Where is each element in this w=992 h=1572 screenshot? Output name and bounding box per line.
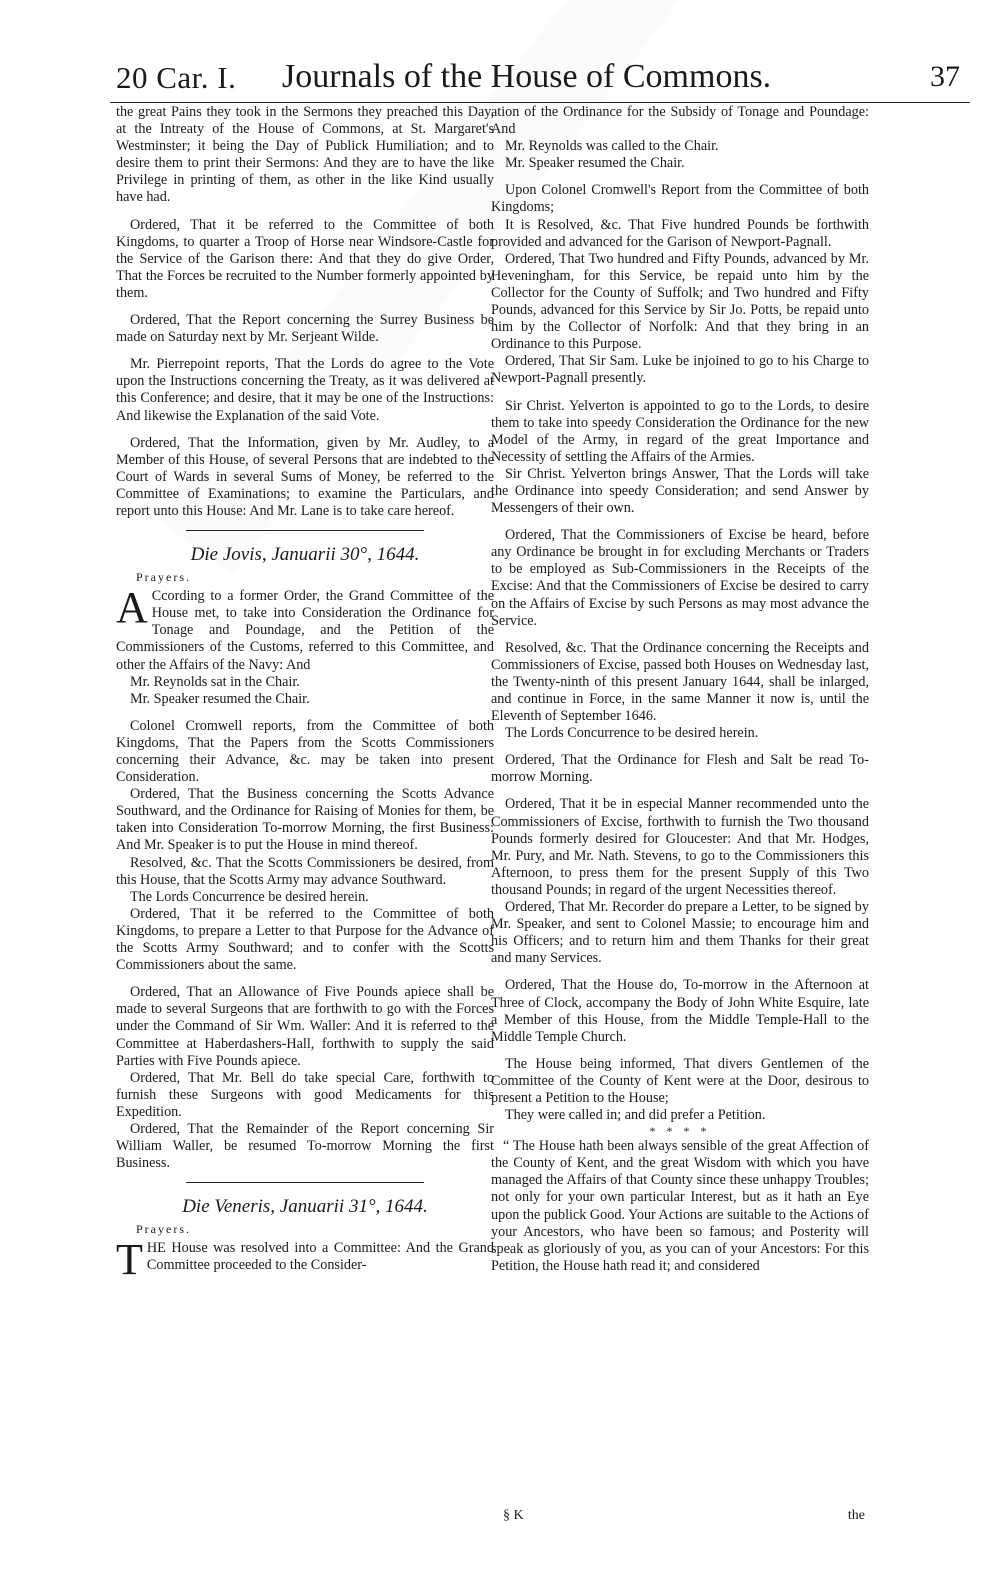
paragraph: It is Resolved, &c. That Five hundred Pounds be forthwith provided and advanced for the Garison of Newport-Pagnall. xyxy=(491,216,869,250)
paragraph: Ordered, That an Allowance of Five Pounds apiece shall be made to several Surgeons that are forthwith to go with the Forces under the Command of Sir Wm. Waller: And it is referred to the Committee at Haberdashers-Hall, forthwith to supply the said Parties with Five Pounds apiece. xyxy=(116,984,494,1069)
paragraph: THE House was resolved into a Committee: And the Grand Committee proceeded to the Consider- xyxy=(116,1235,494,1285)
paragraph: A Ccording to a former Order, the Grand Committee of the House met, to take into Consideration the Ordinance for Tonage and Poundage, and the Petition of the Commissioners of the Customs, referred to this Committee, and other the Affairs of the Navy: And xyxy=(116,583,494,673)
asterisks: * * * * xyxy=(649,1124,711,1139)
paragraph: The House being informed, That divers Gentlemen of the Committee of the County of Kent were at the Door, desirous to present a Petition to the House; xyxy=(491,1055,869,1106)
section-divider xyxy=(186,1182,424,1183)
prayers-heading: Prayers. xyxy=(136,570,191,585)
paragraph: Ordered, That the House do, To-morrow in the Afternoon at Three of Clock, accompany the Body of John White Esquire, late a Member of this House, from the Middle Temple-Hall to the Middle Temple Church. xyxy=(491,977,869,1045)
paragraph: Ordered, That Mr. Bell do take special Care, forthwith to furnish these Surgeons with good Medicaments for this Expedition. xyxy=(116,1069,494,1120)
journal-title: Journals of the House of Commons. xyxy=(282,58,772,95)
drop-cap: A xyxy=(116,583,148,633)
paragraph: Ordered, That it be referred to the Committee of both Kingdoms, to quarter a Troop of Horse near Windsore-Castle for the Service of the Garison there: And that they do give Order, That the Forces be recruited to the Number formerly appointed by them. xyxy=(116,216,494,301)
dateline: Die Veneris, Januarii 31°, 1644. xyxy=(182,1196,428,1218)
paragraph: Ordered, That the Remainder of the Report concerning Sir William Waller, be resumed To-morrow Morning the first Business. xyxy=(116,1120,494,1172)
paragraph: The Lords Concurrence be desired herein. xyxy=(130,888,369,905)
paragraph: Ordered, That the Commissioners of Excise be heard, before any Ordinance be brought in for excluding Merchants or Traders to be employed as Sub-Commissioners in the Receipts of the Excise: And that the Commissioners of Excise be desired to carry on the Affairs of Excise by such Persons as may most advance the Service. xyxy=(491,527,869,629)
paragraph: Ordered, That it be in especial Manner recommended unto the Commissioners of Excise, forthwith to furnish the Two thousand Pounds formerly desired for Gloucester: And that Mr. Hodges, Mr. Pury, and Mr. Nath. Stevens, to go to the Commissioners this Afternoon, to press them for the present Supply of this Two thousand Pounds; in regard of the urgent Necessities thereof. xyxy=(491,796,869,898)
paragraph: Ordered, That the Business concerning the Scotts Advance Southward, and the Ordinance for Raising of Monies for them, be taken into Consideration To-morrow Morning, the first Business: And Mr. Speaker is to put the House in mind thereof. xyxy=(116,786,494,854)
paragraph: Ordered, That Sir Sam. Luke be injoined to go to his Charge to Newport-Pagnall presently. xyxy=(491,353,869,387)
running-header xyxy=(110,58,970,103)
paragraph: Ordered, That the Ordinance for Flesh and Salt be read To-morrow Morning. xyxy=(491,752,869,786)
page-number: 37 xyxy=(930,60,960,93)
section-divider xyxy=(186,530,424,531)
paragraph: Upon Colonel Cromwell's Report from the Committee of both Kingdoms; xyxy=(491,182,869,216)
paragraph: Resolved, &c. That the Ordinance concerning the Receipts and Commissioners of Excise, passed both Houses on Wednesday last, the Twenty-ninth of this present January 1644, shall be inlarged, and continue in Force, in the same Manner it now is, until the Eleventh of September 1646. xyxy=(491,639,869,725)
page-footer xyxy=(491,1508,869,1528)
chair-note: Mr. Reynolds sat in the Chair. xyxy=(130,673,300,690)
signature-mark: § K xyxy=(503,1508,524,1523)
catchword: the xyxy=(847,1508,865,1523)
paragraph: Ordered, That it be referred to the Committee of both Kingdoms, to prepare a Letter to that Purpose for the Advance of the Scotts Army Southward; and to confer with the Scotts Commissioners about the same. xyxy=(116,905,494,974)
regnal-year: 20 Car. I. xyxy=(116,60,237,95)
chair-note: Mr. Speaker resumed the Chair. xyxy=(130,690,310,707)
paragraph: Sir Christ. Yelverton is appointed to go to the Lords, to desire them to take into speedy Consideration the Ordinance for the new Model of the Army, in regard of the great Importance and Necessity of settling the Affairs of the Armies. xyxy=(491,397,869,465)
left-column xyxy=(116,104,494,1285)
paragraph: Ordered, That Mr. Recorder do prepare a Letter, to be signed by Mr. Speaker, and sent to Colonel Massie; to encourage him and his Officers; and to return him and them Thanks for their great and many Services. xyxy=(491,899,869,967)
paragraph: the great Pains they took in the Sermons they preached this Day, at the Intreaty of the House of Commons, at St. Margaret's Westminster; it being the Day of Publick Humiliation; and to desire them to print their Sermons: And they are to have the like Privilege in printing of them, as other in the like Kind usually have had. xyxy=(116,104,494,206)
quoted-speech: “ The House hath been always sensible of the great Affection of the County of Kent, and the great Wisdom with which you have managed the Affairs of that County since these unhappy Troubles; not only for your own particular Interest, but as it hath an Eye upon the publick Good. Your Actions are suitable to the Actions of your Ancestors, who have been so famous; and Posterity will speak as gloriously of you, as you can of your Ancestors: For this Petition, the House hath read it; and considered xyxy=(491,1138,869,1274)
paragraph: Resolved, &c. That the Scotts Commissioners be desired, from this House, that the Scotts Army may advance Southward. xyxy=(116,854,494,888)
paragraph: Sir Christ. Yelverton brings Answer, That the Lords will take the Ordinance into speedy Consideration; and send Answer by Messengers of their own. xyxy=(491,465,869,517)
dateline: Die Jovis, Januarii 30°, 1644. xyxy=(190,544,420,566)
paragraph: Mr. Pierrepoint reports, That the Lords do agree to the Vote upon the Instructions concerning the Treaty, as it was delivered at this Conference; and desire, that it may be one of the Instructions: And likewise the Explanation of the said Vote. xyxy=(116,356,494,424)
paragraph: They were called in; and did prefer a Petition. xyxy=(505,1107,766,1124)
paragraph: ation of the Ordinance for the Subsidy of Tonage and Poundage: And xyxy=(491,104,869,138)
chair-note: Mr. Speaker resumed the Chair. xyxy=(505,155,685,172)
prayers-heading: Prayers. xyxy=(136,1222,191,1237)
paragraph: Ordered, That Two hundred and Fifty Pounds, advanced by Mr. Heveningham, for this Service, be repaid unto him by the Collector for the County of Suffolk; and Two hundred and Fifty Pounds, advanced for this Service by Sir Jo. Potts, be repaid unto him by the Collector of Norfolk: And that they bring in an Ordinance to this Purpose. xyxy=(491,250,869,353)
paragraph: The Lords Concurrence to be desired herein. xyxy=(505,725,759,742)
paragraph: Ordered, That the Report concerning the Surrey Business be made on Saturday next by Mr. Serjeant Wilde. xyxy=(116,312,494,346)
paragraph: Colonel Cromwell reports, from the Committee of both Kingdoms, That the Papers from the Scotts Commissioners concerning their Advance, &c. may be taken into present Consideration. xyxy=(116,717,494,786)
right-column xyxy=(491,104,869,1275)
drop-cap: T xyxy=(116,1235,143,1285)
chair-note: Mr. Reynolds was called to the Chair. xyxy=(505,138,719,155)
paragraph: Ordered, That the Information, given by Mr. Audley, to a Member of this House, of several Persons that are indebted to the Court of Wards in several Sums of Money, be referred to the Committee of Examinations; to examine the Particulars, and report unto this House: And Mr. Lane is to take care hereof. xyxy=(116,434,494,519)
